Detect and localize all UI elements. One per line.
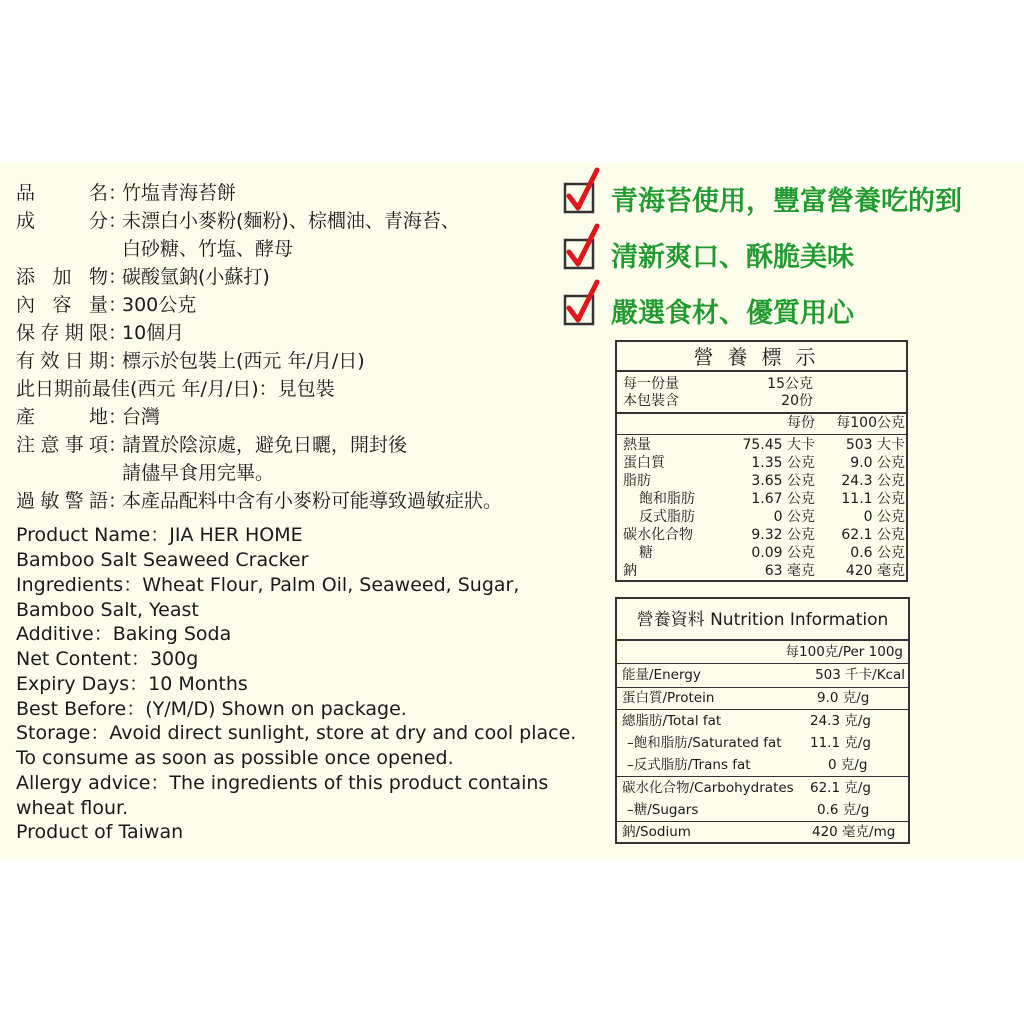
nutrient-per-100: 24.3 公克	[841, 473, 905, 489]
nutrient-per-100: 62.1 公克	[841, 527, 905, 543]
nutrient-name: 蛋白質	[623, 455, 665, 471]
nutrient-value: 11.1 克/g	[810, 735, 871, 751]
divider	[617, 412, 906, 414]
nutrition-zh-title: 營養標示	[617, 342, 906, 372]
nutrient-per-serving: 0.09 公克	[751, 545, 815, 561]
zh-origin-label: 產 地	[16, 406, 108, 428]
zh-ingredients-row: 成 分：未漂白小麥粉(麵粉)、棕櫚油、青海苔、	[16, 207, 460, 235]
nutrient-per-100: 0.6 公克	[850, 545, 905, 561]
nutrient-per-serving: 3.65 公克	[751, 473, 815, 489]
nutrient-name: 鈉	[623, 563, 637, 579]
en-line: Product of Taiwan	[16, 821, 184, 843]
en-line: Ingredients：Wheat Flour, Palm Oil, Seaweed, Sugar,	[16, 574, 520, 596]
zh-additive-label: 添 加 物	[16, 266, 108, 288]
zh-origin-value: 台灣	[122, 406, 161, 428]
feature-text: 清新爽口、酥脆美味	[611, 241, 854, 273]
zh-ingredients-label: 成 分	[16, 210, 108, 232]
divider	[617, 663, 908, 664]
zh-origin-row: 產 地：台灣	[16, 403, 160, 431]
en-line: Best Before：(Y/M/D) Shown on package.	[16, 698, 407, 720]
nutrient-per-100: 0 公克	[863, 509, 905, 525]
nutrient-value: 0 克/g	[828, 757, 868, 773]
feature-item	[565, 288, 854, 332]
checkbox-check-icon	[565, 184, 593, 212]
zh-expiry-row: 有效日期：標示於包裝上(西元 年/月/日)	[16, 347, 365, 375]
zh-additive-value: 碳酸氫鈉(小蘇打)	[122, 266, 270, 288]
nutrient-name: 碳水化合物	[623, 527, 693, 543]
nutrient-name: 反式脂肪	[639, 509, 695, 525]
nutrient-per-100: 420 毫克	[845, 563, 905, 579]
zh-shelf-row: 保存期限：10個月	[16, 319, 184, 347]
divider	[617, 434, 906, 435]
checkbox-check-icon	[565, 240, 593, 268]
zh-expiry-label: 有效日期	[16, 350, 108, 372]
nutrient-value: 62.1 克/g	[810, 780, 871, 796]
zh-best-before-line: 此日期前最佳(西元 年/月/日)：見包裝	[16, 378, 335, 400]
col-per-100: 每100公克	[836, 415, 905, 431]
en-line: Product Name：JIA HER HOME	[16, 524, 303, 546]
nutrient-value: 0.6 克/g	[817, 802, 870, 818]
nutrition-en-col-header: 每100克/Per 100g	[785, 644, 903, 660]
nutrient-name: 能量/Energy	[622, 667, 701, 683]
zh-notice-row: 注意事項：請置於陰涼處，避免日曬，開封後	[16, 431, 407, 459]
nutrient-per-serving: 9.32 公克	[751, 527, 815, 543]
nutrient-name: 飽和脂肪	[639, 491, 695, 507]
zh-additive-row: 添 加 物：碳酸氫鈉(小蘇打)	[16, 263, 270, 291]
nutrient-name: –糖/Sugars	[627, 802, 699, 818]
nutrition-en-title: 營養資料 Nutrition Information	[617, 599, 908, 641]
zh-content-row: 內 容 量：300公克	[16, 291, 196, 319]
zh-allergy-label: 過敏警語	[16, 490, 108, 512]
nutrient-name: –飽和脂肪/Saturated fat	[627, 735, 782, 751]
serving-size-value: 15公克	[767, 376, 813, 392]
en-line: wheat flour.	[16, 797, 129, 819]
nutrient-name: 熱量	[623, 437, 651, 453]
nutrient-per-serving: 75.45 大卡	[742, 437, 815, 453]
divider	[617, 709, 908, 710]
nutrient-value: 420 毫克/mg	[812, 824, 896, 840]
nutrient-per-100: 11.1 公克	[841, 491, 905, 507]
zh-notice-value: 請置於陰涼處，避免日曬，開封後	[122, 434, 408, 456]
nutrient-per-serving: 1.67 公克	[751, 491, 815, 507]
nutrient-per-serving: 63 毫克	[764, 563, 815, 579]
nutrient-per-serving: 0 公克	[773, 509, 815, 525]
divider	[617, 687, 908, 688]
nutrient-per-100: 9.0 公克	[850, 455, 905, 471]
zh-name-row: 品 名：竹塩青海苔餅	[16, 179, 236, 207]
nutrient-name: 糖	[639, 545, 653, 561]
en-line: To consume as soon as possible once opened.	[16, 747, 454, 769]
servings-value: 20份	[781, 393, 813, 409]
servings-label: 本包裝含	[623, 393, 679, 409]
nutrient-name: 蛋白質/Protein	[622, 690, 715, 706]
feature-item	[565, 176, 962, 220]
zh-content-label: 內 容 量	[16, 294, 108, 316]
en-line: Bamboo Salt, Yeast	[16, 599, 199, 621]
divider	[617, 821, 908, 822]
zh-allergy-row: 過敏警語：本產品配料中含有小麥粉可能導致過敏症狀。	[16, 487, 502, 515]
en-line: Allergy advice：The ingredients of this product contains	[16, 772, 549, 794]
zh-notice-label: 注意事項	[16, 434, 108, 456]
nutrient-name: 鈉/Sodium	[622, 824, 691, 840]
nutrient-per-100: 503 大卡	[845, 437, 905, 453]
col-per-serving: 每份	[787, 415, 815, 431]
nutrient-value: 24.3 克/g	[810, 713, 871, 729]
en-line: Additive：Baking Soda	[16, 623, 232, 645]
nutrient-name: –反式脂肪/Trans fat	[627, 757, 751, 773]
feature-text: 嚴選食材、優質用心	[611, 297, 854, 329]
zh-allergy-value: 本產品配料中含有小麥粉可能導致過敏症狀。	[122, 490, 503, 512]
zh-ingredients-value: 未漂白小麥粉(麵粉)、棕櫚油、青海苔、	[122, 210, 460, 232]
feature-text: 青海苔使用，豐富營養吃的到	[611, 185, 962, 217]
nutrient-name: 碳水化合物/Carbohydrates	[622, 780, 794, 796]
serving-size-label: 每一份量	[623, 376, 679, 392]
nutrition-label-en	[615, 597, 910, 844]
nutrition-label-zh	[615, 340, 908, 582]
zh-shelf-label: 保存期限	[16, 322, 108, 344]
en-line: Expiry Days：10 Months	[16, 673, 248, 695]
divider	[617, 776, 908, 777]
en-line: Net Content：300g	[16, 648, 199, 670]
zh-expiry-value: 標示於包裝上(西元 年/月/日)	[122, 350, 365, 372]
en-line: Storage：Avoid direct sunlight, store at dry and cool place.	[16, 722, 577, 744]
zh-name-label: 品 名	[16, 182, 108, 204]
nutrient-per-serving: 1.35 公克	[751, 455, 815, 471]
nutrient-name: 總脂肪/Total fat	[622, 713, 722, 729]
checkbox-check-icon	[565, 296, 593, 324]
zh-ingredients-value-cont: 白砂糖、竹塩、酵母	[122, 238, 294, 260]
nutrient-name: 脂肪	[623, 473, 651, 489]
zh-shelf-value: 10個月	[122, 322, 185, 344]
nutrient-value: 503 千卡/Kcal	[815, 667, 905, 683]
zh-content-value: 300公克	[122, 294, 197, 316]
nutrient-value: 9.0 克/g	[817, 690, 870, 706]
en-line: Bamboo Salt Seaweed Cracker	[16, 549, 309, 571]
zh-notice-value-cont: 請儘早食用完畢。	[122, 462, 275, 484]
zh-name-value: 竹塩青海苔餅	[122, 182, 237, 204]
feature-item	[565, 232, 854, 276]
